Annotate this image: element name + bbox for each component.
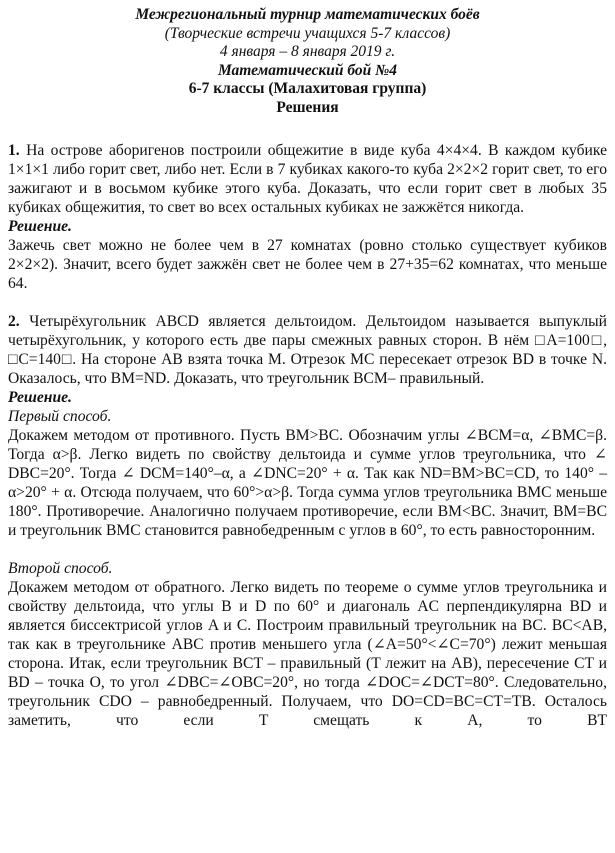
- group-title: 6-7 классы (Малахитовая группа): [188, 80, 427, 97]
- problem-1-solution: Зажечь свет можно не более чем в 27 комнатах (ровно столько существует кубиков 2×2×2). Значит, всего будет зажжён свет не более чем в 27+35=62 комнатах, что меньше 64.: [8, 237, 607, 292]
- problem-2-solution-label: Решение.: [8, 389, 72, 406]
- tournament-title: Межрегиональный турнир математических боёв: [135, 6, 480, 23]
- battle-title: Математический бой №4: [217, 61, 398, 79]
- method-2-label: Второй способ.: [8, 560, 113, 577]
- method-2-text: Докажем методом от обратного. Легко видеть по теореме о сумме углов треугольника и свойству дельтоида, что углы B и D по 60° и диагональ AC перпендикулярна BD и является биссектрисой углов A и C. Построим правильный треугольник на BC. BC<AB, так как в треугольнике ABC против меньшего угла (∠A=50°<∠C=70°) лежит меньшая сторона. Итак, если треугольник BCT – правильный (T лежит на AB), пересечение CT и BD – точка O, то угол ∠DBC=∠OBC=20°, но тогда ∠DOC=∠DCT=80°. Следовательно, треугольник CDO – равнобедренный. Получаем, что DO=CD=BC=CT=TB. Осталось заметить, что если T смещать к A, то BT: [8, 579, 607, 729]
- problem-2: [8, 312, 607, 388]
- method-1-text: Докажем методом от противного. Пусть BM>BC. Обозначим углы ∠BCM=α, ∠BMC=β. Тогда α>β. Легко видеть по свойству дельтоида и сумме углов треугольника, что ∠ DBC=20°. Тогда ∠ DCM=140°–α, а ∠DNC=20° + α. Так как ND=BM>BC=CD, то 140° – α>20° + α. Отсюда получаем, что 60°>α>β. Тогда сумма углов треугольника BMC меньше 180°. Противоречие. Аналогично получаем противоречие, если BM<BC. Значит, BM=BC и треугольник BMC становится равнобедренным с углов в 60°, то есть равносторонним.: [8, 427, 607, 539]
- method-1-label: Первый способ.: [8, 408, 112, 425]
- problem-2-text: Четырёхугольник ABCD является дельтоидом. Дельтоидом называется выпуклый четырёхугольник, у которого есть две пары смежных равных сторон. В нём □A=100□, □C=140□. На стороне AB взята точка M. Отрезок MC пересекает отрезок BD в точке N. Оказалось, что BM=ND. Доказать, что треугольник BCM– правильный.: [8, 313, 607, 387]
- tournament-dates: 4 января – 8 января 2019 г.: [219, 43, 396, 60]
- tournament-subtitle: (Творческие встречи учащихся 5-7 классов): [164, 24, 451, 42]
- problem-1-text: На острове аборигенов построили общежитие в виде куба 4×4×4. В каждом кубике 1×1×1 либо горит свет, либо нет. Если в 7 кубиках какого-то куба 2×2×2 горит свет, то его зажигают и в восьмом кубике этого куба. Доказать, что если горит свет в любых 35 кубиках общежития, то свет во всех остальных кубиках не зажжётся никогда.: [8, 142, 607, 216]
- problem-1: [8, 141, 607, 217]
- document-header: [8, 6, 607, 117]
- problem-2-number: 2.: [8, 313, 20, 330]
- problem-1-solution-label: Решение.: [8, 218, 72, 235]
- problem-1-number: 1.: [8, 142, 20, 159]
- document-body: [8, 141, 607, 730]
- solutions-title: Решения: [276, 98, 339, 116]
